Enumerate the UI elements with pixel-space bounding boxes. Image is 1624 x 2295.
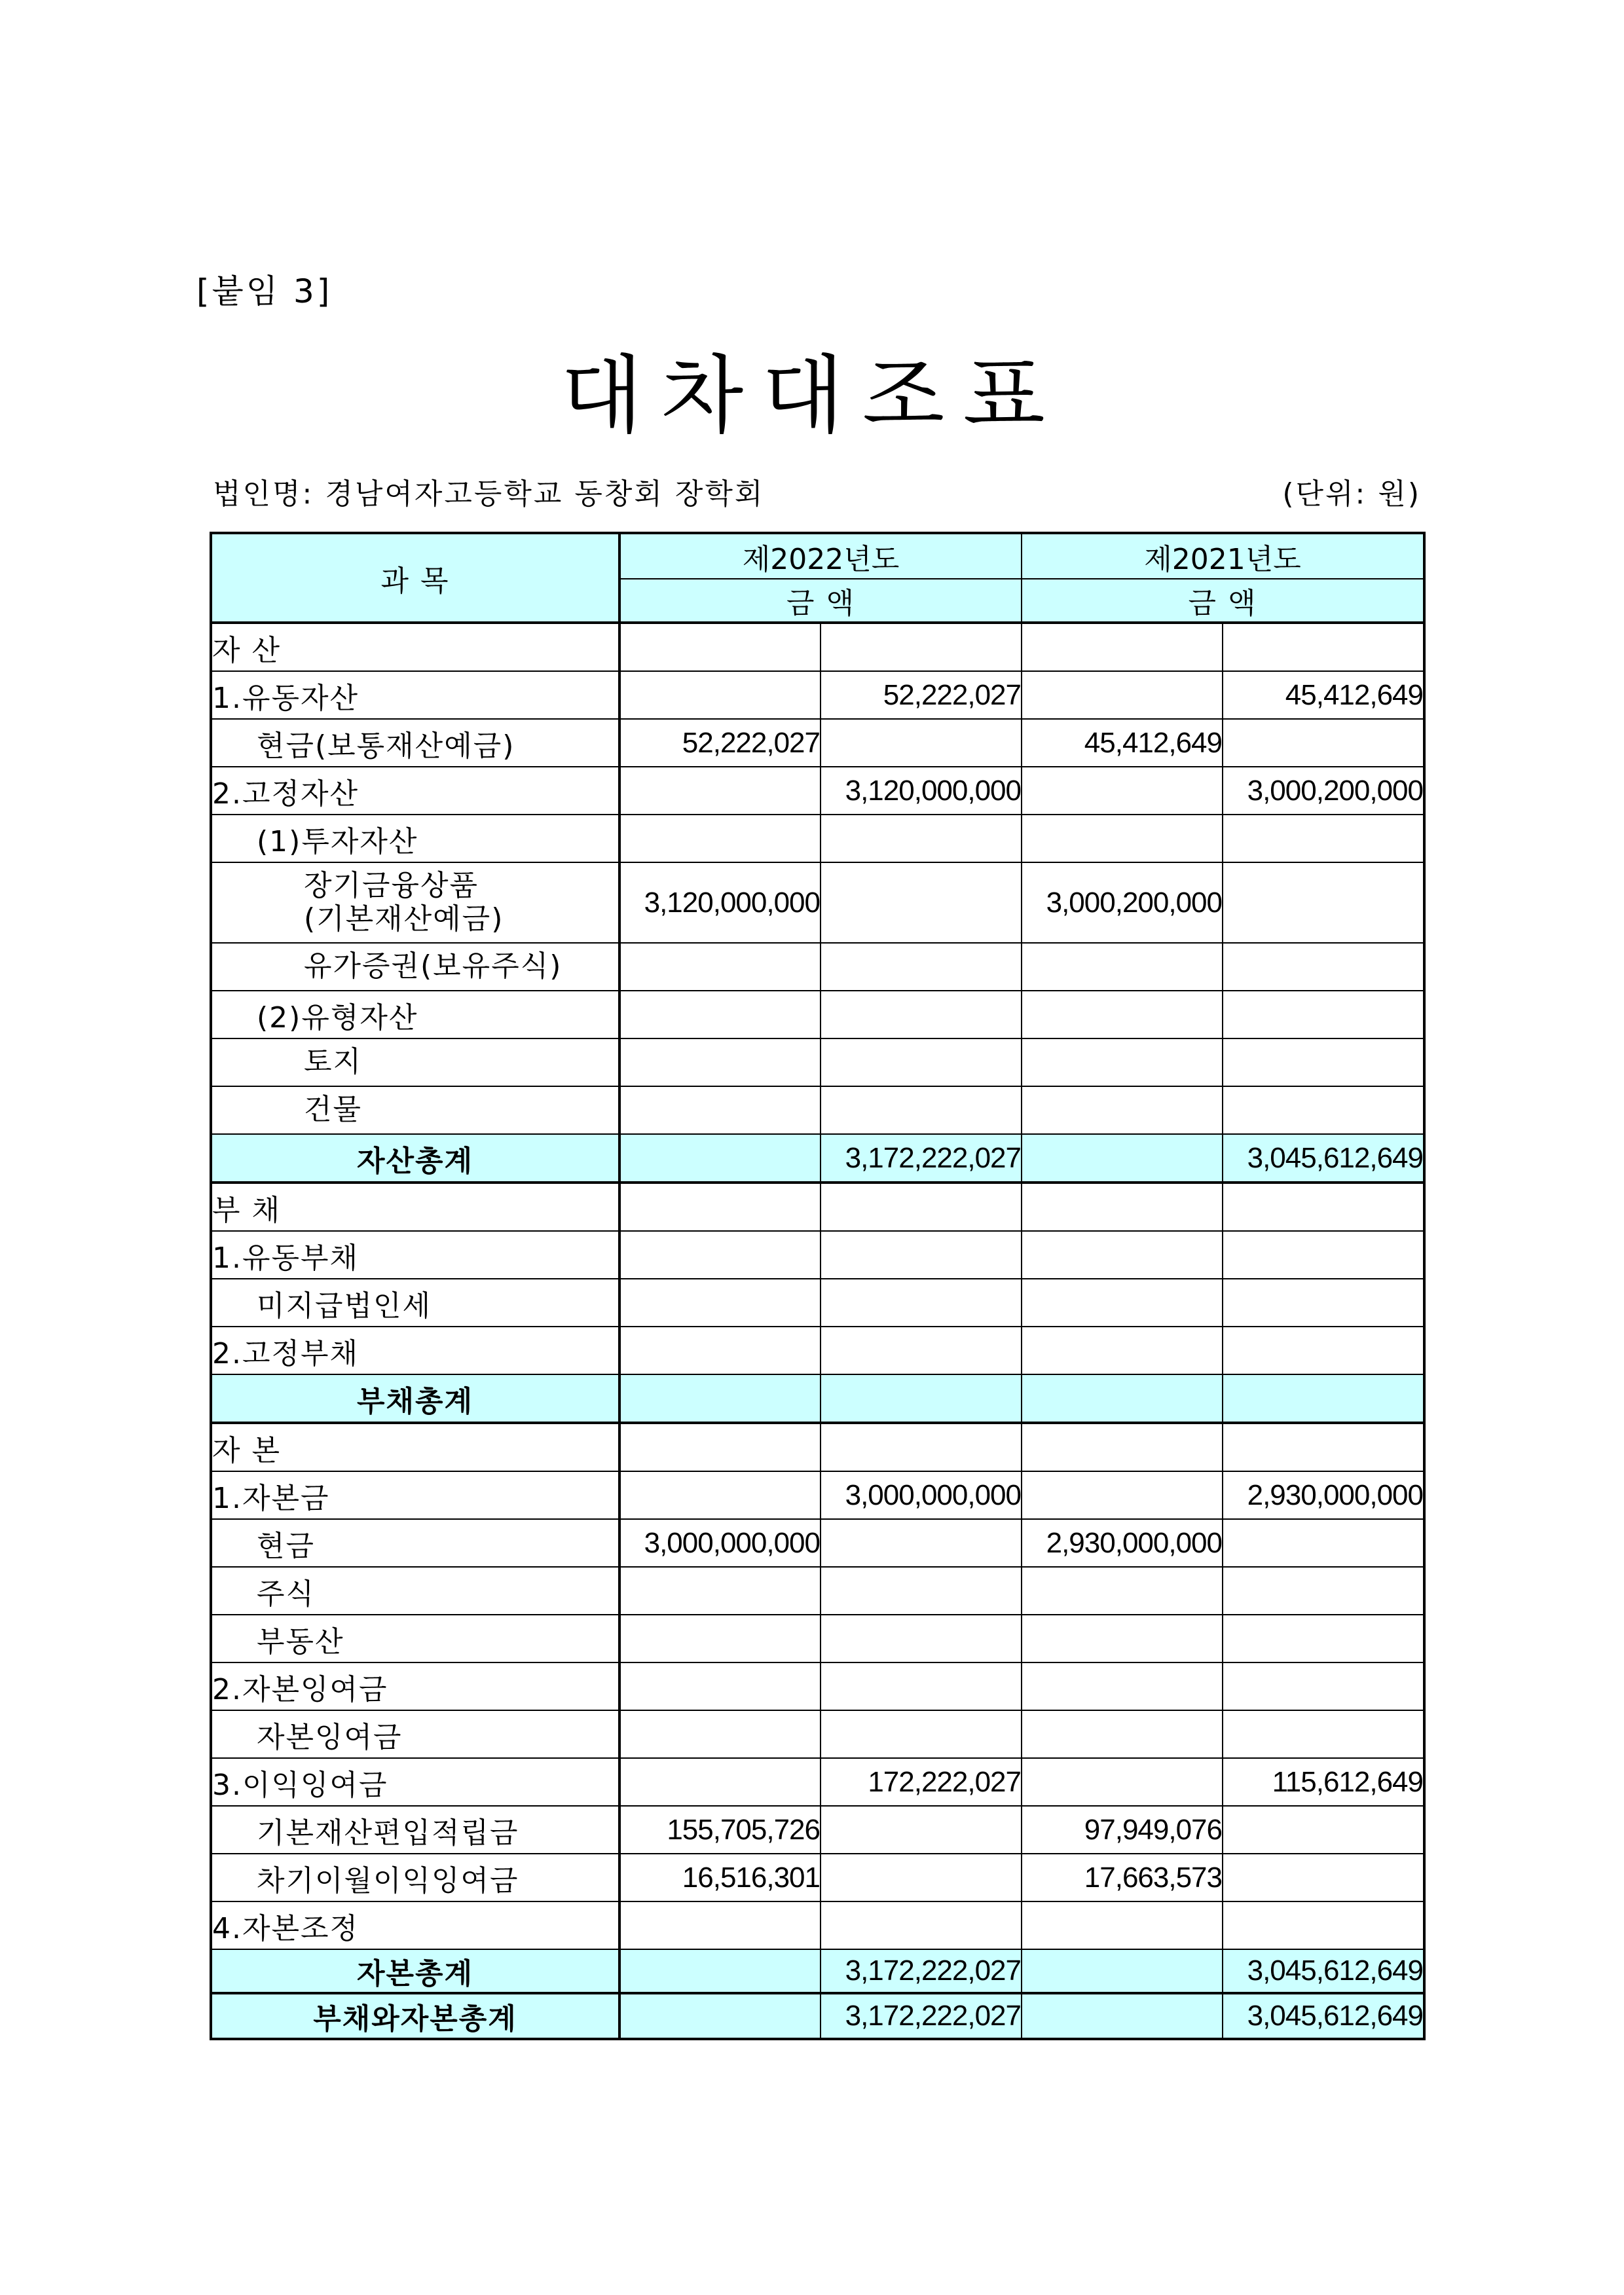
row-label-line2: (기본재산예금) (304, 902, 504, 936)
amount-2022-subtotal (821, 815, 1022, 862)
amount-2022-detail (619, 1086, 821, 1134)
row-label: 부채와자본총계 (211, 1993, 619, 2039)
amount-2021-subtotal: 2,930,000,000 (1223, 1471, 1424, 1519)
table-row (211, 1567, 1424, 1615)
row-label: 현금(보통재산예금) (211, 719, 619, 767)
amount-2022-detail: 52,222,027 (619, 719, 821, 767)
amount-2021-subtotal (1223, 1519, 1424, 1567)
amount-2022-subtotal: 3,172,222,027 (821, 1993, 1022, 2039)
amount-2021-detail: 3,000,200,000 (1022, 862, 1223, 943)
amount-2022-subtotal (821, 1183, 1022, 1231)
amount-2022-detail (619, 1993, 821, 2039)
amount-2022-subtotal: 3,000,000,000 (821, 1471, 1022, 1519)
amount-2021-header: 금 액 (1022, 579, 1424, 623)
unit-label: (단위: 원) (1282, 477, 1421, 511)
table-row (211, 943, 1424, 991)
row-label: 차기이월이익잉여금 (211, 1854, 619, 1901)
table-row (211, 1758, 1424, 1806)
row-label: 3.이익잉여금 (211, 1758, 619, 1806)
amount-2022-detail (619, 1183, 821, 1231)
amount-2021-subtotal (1223, 1901, 1424, 1949)
amount-2021-subtotal (1223, 1662, 1424, 1710)
amount-2022-detail (619, 1231, 821, 1279)
amount-2022-subtotal (821, 1901, 1022, 1949)
amount-2022-detail (619, 623, 821, 671)
subject-header: 과 목 (211, 533, 619, 623)
row-label: 미지급법인세 (211, 1279, 619, 1327)
row-label: 자산총계 (211, 1134, 619, 1183)
row-label: 주식 (211, 1567, 619, 1615)
amount-2021-detail (1022, 1038, 1223, 1086)
amount-2021-detail (1022, 1279, 1223, 1327)
amount-2021-detail: 45,412,649 (1022, 719, 1223, 767)
amount-2021-subtotal (1223, 1327, 1424, 1374)
amount-2022-subtotal (821, 1519, 1022, 1567)
row-label: 1.유동부채 (211, 1231, 619, 1279)
table-row (211, 815, 1424, 862)
amount-2022-detail (619, 767, 821, 815)
amount-2022-detail: 16,516,301 (619, 1854, 821, 1901)
amount-2021-detail (1022, 1374, 1223, 1423)
amount-2021-subtotal (1223, 623, 1424, 671)
amount-2021-detail: 2,930,000,000 (1022, 1519, 1223, 1567)
table-row (211, 1519, 1424, 1567)
amount-2021-detail (1022, 1901, 1223, 1949)
amount-2021-subtotal (1223, 1183, 1424, 1231)
table-row (211, 991, 1424, 1038)
amount-2021-subtotal (1223, 1615, 1424, 1662)
amount-2021-detail (1022, 1231, 1223, 1279)
amount-2021-subtotal: 3,045,612,649 (1223, 1134, 1424, 1183)
row-label (211, 862, 619, 943)
amount-2022-subtotal: 52,222,027 (821, 671, 1022, 719)
amount-2021-detail (1022, 1423, 1223, 1471)
amount-2022-detail (619, 1901, 821, 1949)
amount-2022-subtotal (821, 1279, 1022, 1327)
amount-2021-detail (1022, 1615, 1223, 1662)
amount-2022-subtotal: 3,172,222,027 (821, 1134, 1022, 1183)
table-row (211, 767, 1424, 815)
amount-2021-detail (1022, 1662, 1223, 1710)
amount-2022-detail (619, 1471, 821, 1519)
amount-2022-subtotal (821, 1854, 1022, 1901)
table-row (211, 1901, 1424, 1949)
row-label: 2.자본잉여금 (211, 1662, 619, 1710)
year-2021-header: 제2021년도 (1022, 533, 1424, 579)
amount-2022-header: 금 액 (619, 579, 1022, 623)
amount-2021-subtotal: 45,412,649 (1223, 671, 1424, 719)
amount-2021-subtotal (1223, 991, 1424, 1038)
amount-2021-detail (1022, 1710, 1223, 1758)
amount-2022-subtotal (821, 1423, 1022, 1471)
amount-2022-detail (619, 1327, 821, 1374)
row-label: 기본재산편입적립금 (211, 1806, 619, 1854)
amount-2021-detail (1022, 991, 1223, 1038)
amount-2022-detail: 3,000,000,000 (619, 1519, 821, 1567)
amount-2022-subtotal: 3,172,222,027 (821, 1949, 1022, 1993)
table-row (211, 862, 1424, 943)
row-label: 현금 (211, 1519, 619, 1567)
row-label: 자 본 (211, 1423, 619, 1471)
amount-2021-subtotal (1223, 1374, 1424, 1423)
row-label: (1)투자자산 (211, 815, 619, 862)
row-label: 2.고정자산 (211, 767, 619, 815)
table-row (211, 1086, 1424, 1134)
amount-2022-subtotal (821, 719, 1022, 767)
amount-2021-subtotal (1223, 1567, 1424, 1615)
amount-2022-detail (619, 1279, 821, 1327)
amount-2021-detail (1022, 1183, 1223, 1231)
amount-2022-subtotal (821, 862, 1022, 943)
amount-2022-detail (619, 1662, 821, 1710)
page-title: 대차대조표 (561, 346, 1063, 445)
row-label: 1.자본금 (211, 1471, 619, 1519)
table-row (211, 1038, 1424, 1086)
row-label: 1.유동자산 (211, 671, 619, 719)
amount-2022-subtotal (821, 1806, 1022, 1854)
table-row (211, 1183, 1424, 1231)
row-label: 부채총계 (211, 1374, 619, 1423)
amount-2022-detail: 155,705,726 (619, 1806, 821, 1854)
amount-2022-subtotal (821, 1327, 1022, 1374)
amount-2021-detail: 17,663,573 (1022, 1854, 1223, 1901)
amount-2021-detail (1022, 1758, 1223, 1806)
amount-2022-detail (619, 1710, 821, 1758)
row-label: 4.자본조정 (211, 1901, 619, 1949)
amount-2021-subtotal: 3,045,612,649 (1223, 1993, 1424, 2039)
amount-2021-detail (1022, 1086, 1223, 1134)
amount-2021-detail (1022, 1471, 1223, 1519)
amount-2022-subtotal (821, 1086, 1022, 1134)
amount-2021-detail (1022, 1949, 1223, 1993)
amount-2021-subtotal (1223, 719, 1424, 767)
balance-sheet-table (210, 532, 1426, 2040)
amount-2021-detail (1022, 671, 1223, 719)
row-label: 토지 (211, 1038, 619, 1086)
amount-2021-detail (1022, 1134, 1223, 1183)
amount-2022-subtotal (821, 1038, 1022, 1086)
amount-2021-detail (1022, 1993, 1223, 2039)
total-row (211, 1949, 1424, 1993)
amount-2022-subtotal (821, 1567, 1022, 1615)
amount-2022-detail (619, 1374, 821, 1423)
amount-2022-subtotal (821, 623, 1022, 671)
amount-2021-detail (1022, 1567, 1223, 1615)
amount-2022-subtotal: 3,120,000,000 (821, 767, 1022, 815)
organization-name: 법인명: 경남여자고등학교 동창회 장학회 (213, 477, 765, 511)
table-row (211, 719, 1424, 767)
amount-2022-subtotal (821, 943, 1022, 991)
row-label: 건물 (211, 1086, 619, 1134)
table-row (211, 1615, 1424, 1662)
row-label: 자본총계 (211, 1949, 619, 1993)
row-label: 부 채 (211, 1183, 619, 1231)
amount-2022-subtotal (821, 1615, 1022, 1662)
year-2022-header: 제2022년도 (619, 533, 1022, 579)
amount-2021-detail: 97,949,076 (1022, 1806, 1223, 1854)
amount-2022-detail (619, 1615, 821, 1662)
row-label: 부동산 (211, 1615, 619, 1662)
amount-2021-subtotal: 3,045,612,649 (1223, 1949, 1424, 1993)
amount-2022-detail (619, 1567, 821, 1615)
amount-2021-subtotal (1223, 862, 1424, 943)
amount-2021-subtotal (1223, 943, 1424, 991)
amount-2022-detail (619, 991, 821, 1038)
table-row (211, 1710, 1424, 1758)
document-meta (213, 470, 1421, 512)
amount-2021-subtotal (1223, 1279, 1424, 1327)
row-label: 자본잉여금 (211, 1710, 619, 1758)
total-row (211, 1374, 1424, 1423)
row-label: (2)유형자산 (211, 991, 619, 1038)
amount-2022-detail (619, 815, 821, 862)
amount-2021-detail (1022, 767, 1223, 815)
amount-2021-subtotal: 115,612,649 (1223, 1758, 1424, 1806)
row-label: 자 산 (211, 623, 619, 671)
amount-2021-subtotal (1223, 1086, 1424, 1134)
table-row (211, 1279, 1424, 1327)
amount-2021-detail (1022, 1327, 1223, 1374)
amount-2022-subtotal (821, 1374, 1022, 1423)
amount-2022-detail (619, 943, 821, 991)
table-row (211, 1662, 1424, 1710)
amount-2021-subtotal (1223, 815, 1424, 862)
amount-2021-subtotal (1223, 1806, 1424, 1854)
amount-2022-subtotal (821, 1710, 1022, 1758)
amount-2022-detail: 3,120,000,000 (619, 862, 821, 943)
table-row (211, 1327, 1424, 1374)
amount-2021-detail (1022, 943, 1223, 991)
table-row (211, 1471, 1424, 1519)
amount-2021-detail (1022, 815, 1223, 862)
amount-2021-subtotal (1223, 1710, 1424, 1758)
amount-2021-subtotal (1223, 1854, 1424, 1901)
attachment-label: [붙임 3] (196, 272, 333, 310)
table-row (211, 1854, 1424, 1901)
amount-2021-subtotal: 3,000,200,000 (1223, 767, 1424, 815)
table-row (211, 671, 1424, 719)
amount-2022-subtotal (821, 991, 1022, 1038)
row-label: 유가증권(보유주식) (211, 943, 619, 991)
amount-2021-subtotal (1223, 1038, 1424, 1086)
row-label-line1: 장기금융상품 (304, 868, 479, 902)
amount-2021-subtotal (1223, 1231, 1424, 1279)
table-row (211, 1231, 1424, 1279)
grand-total-row (211, 1993, 1424, 2039)
amount-2022-detail (619, 671, 821, 719)
amount-2022-detail (619, 1949, 821, 1993)
amount-2022-detail (619, 1134, 821, 1183)
table-row (211, 623, 1424, 671)
row-label: 2.고정부채 (211, 1327, 619, 1374)
table-row (211, 1423, 1424, 1471)
amount-2022-detail (619, 1038, 821, 1086)
amount-2022-detail (619, 1758, 821, 1806)
amount-2022-subtotal: 172,222,027 (821, 1758, 1022, 1806)
total-row (211, 1134, 1424, 1183)
header-row-years (211, 533, 1424, 579)
amount-2022-subtotal (821, 1662, 1022, 1710)
table-row (211, 1806, 1424, 1854)
amount-2022-subtotal (821, 1231, 1022, 1279)
amount-2021-detail (1022, 623, 1223, 671)
amount-2022-detail (619, 1423, 821, 1471)
amount-2021-subtotal (1223, 1423, 1424, 1471)
